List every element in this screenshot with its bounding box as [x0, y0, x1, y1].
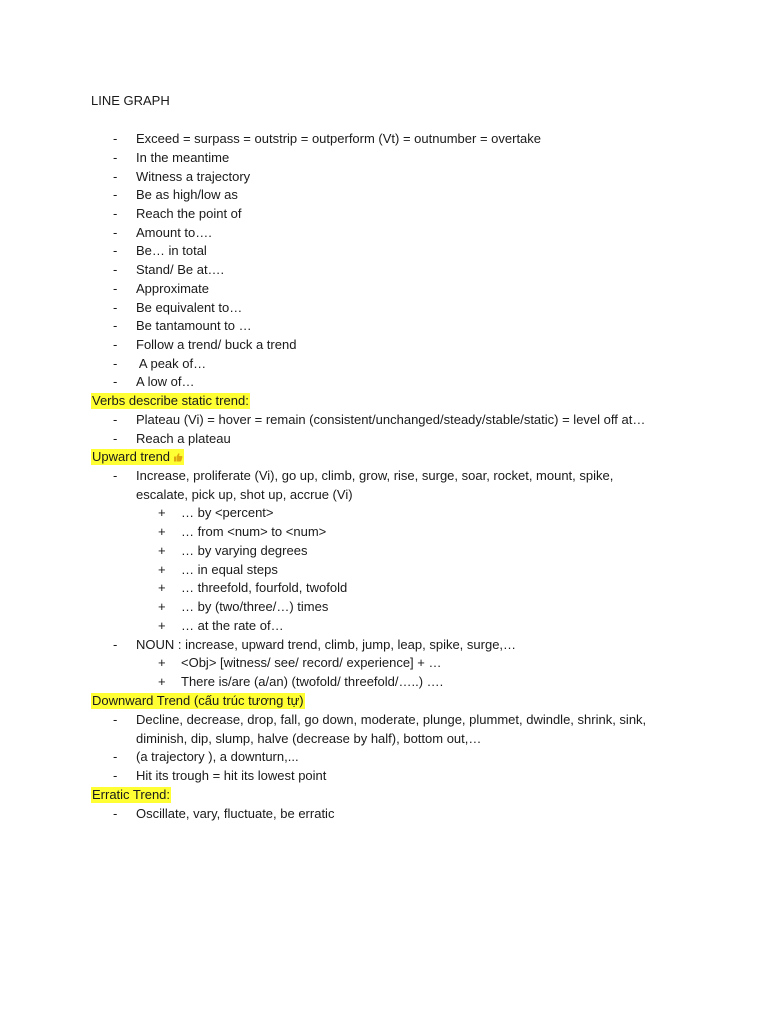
list-item: Oscillate, vary, fluctuate, be erratic [136, 806, 335, 821]
dash-bullet: - [113, 637, 118, 652]
list-item: Be tantamount to … [136, 318, 252, 333]
plus-bullet: + [158, 580, 166, 595]
sub-list-item: … by varying degrees [181, 543, 308, 558]
dash-bullet: - [113, 318, 118, 333]
list-item: A low of… [136, 374, 195, 389]
dash-bullet: - [113, 749, 118, 764]
list-item: Exceed = surpass = outstrip = outperform (Vt) = outnumber = overtake [136, 131, 542, 146]
dash-bullet: - [113, 262, 118, 277]
list-item: Reach the point of [136, 206, 242, 221]
plus-bullet: + [158, 562, 166, 577]
dash-bullet: - [113, 431, 118, 446]
downward-verbs-line-1: Decline, decrease, drop, fall, go down, moderate, plunge, plummet, dwindle, shrink, sink, [136, 712, 647, 727]
dash-bullet: - [113, 806, 118, 821]
dash-bullet: - [113, 150, 118, 165]
thumbs-up-icon [173, 452, 183, 462]
list-item: (a trajectory ), a downturn,... [136, 749, 299, 764]
upward-verbs-line-1: Increase, proliferate (Vi), go up, climb, grow, rise, surge, soar, rocket, mount, spike, [136, 468, 614, 483]
plus-bullet: + [158, 674, 166, 689]
list-item: Reach a plateau [136, 431, 231, 446]
plus-bullet: + [158, 599, 166, 614]
dash-bullet: - [113, 337, 118, 352]
dash-bullet: - [113, 712, 118, 727]
sub-list-item: … at the rate of… [181, 618, 284, 633]
list-item: Plateau (Vi) = hover = remain (consistent/unchanged/steady/stable/static) = level off at… [136, 412, 646, 427]
downward-verbs-line-2: diminish, dip, slump, halve (decrease by half), bottom out,… [136, 731, 482, 746]
list-item: Be as high/low as [136, 187, 238, 202]
list-item: A peak of… [136, 356, 207, 371]
sub-list-item: There is/are (a/an) (twofold/ threefold/…..) …. [181, 674, 444, 689]
upward-trend-heading-text: Upward trend [92, 449, 171, 464]
dash-bullet: - [113, 169, 118, 184]
plus-bullet: + [158, 618, 166, 633]
sub-list-item: … by <percent> [181, 505, 274, 520]
list-item: Be… in total [136, 243, 207, 258]
upward-verbs-line-2: escalate, pick up, shot up, accrue (Vi) [136, 487, 353, 502]
sub-list-item: … in equal steps [181, 562, 278, 577]
dash-bullet: - [113, 468, 118, 483]
plus-bullet: + [158, 655, 166, 670]
list-item: Amount to…. [136, 225, 212, 240]
dash-bullet: - [113, 187, 118, 202]
list-item: Follow a trend/ buck a trend [136, 337, 297, 352]
static-trend-heading: Verbs describe static trend: [92, 393, 249, 408]
dash-bullet: - [113, 356, 118, 371]
list-item: In the meantime [136, 150, 230, 165]
sub-list-item: <Obj> [witness/ see/ record/ experience] + … [181, 655, 442, 670]
document-title: LINE GRAPH [91, 93, 170, 108]
dash-bullet: - [113, 131, 118, 146]
plus-bullet: + [158, 524, 166, 539]
dash-bullet: - [113, 225, 118, 240]
dash-bullet: - [113, 768, 118, 783]
list-item: Witness a trajectory [136, 169, 251, 184]
dash-bullet: - [113, 412, 118, 427]
dash-bullet: - [113, 374, 118, 389]
plus-bullet: + [158, 505, 166, 520]
dash-bullet: - [113, 243, 118, 258]
erratic-trend-heading: Erratic Trend: [92, 787, 171, 802]
downward-trend-heading: Downward Trend (cấu trúc tương tự) [92, 693, 304, 708]
list-item: Approximate [136, 281, 209, 296]
sub-list-item: … by (two/three/…) times [181, 599, 329, 614]
list-item: Be equivalent to… [136, 300, 243, 315]
sub-list-item: … threefold, fourfold, twofold [181, 580, 348, 595]
upward-noun-line: NOUN : increase, upward trend, climb, jump, leap, spike, surge,… [136, 637, 517, 652]
dash-bullet: - [113, 206, 118, 221]
sub-list-item: … from <num> to <num> [181, 524, 327, 539]
plus-bullet: + [158, 543, 166, 558]
list-item: Hit its trough = hit its lowest point [136, 768, 327, 783]
dash-bullet: - [113, 300, 118, 315]
list-item: Stand/ Be at…. [136, 262, 225, 277]
dash-bullet: - [113, 281, 118, 296]
upward-trend-heading [91, 449, 184, 465]
